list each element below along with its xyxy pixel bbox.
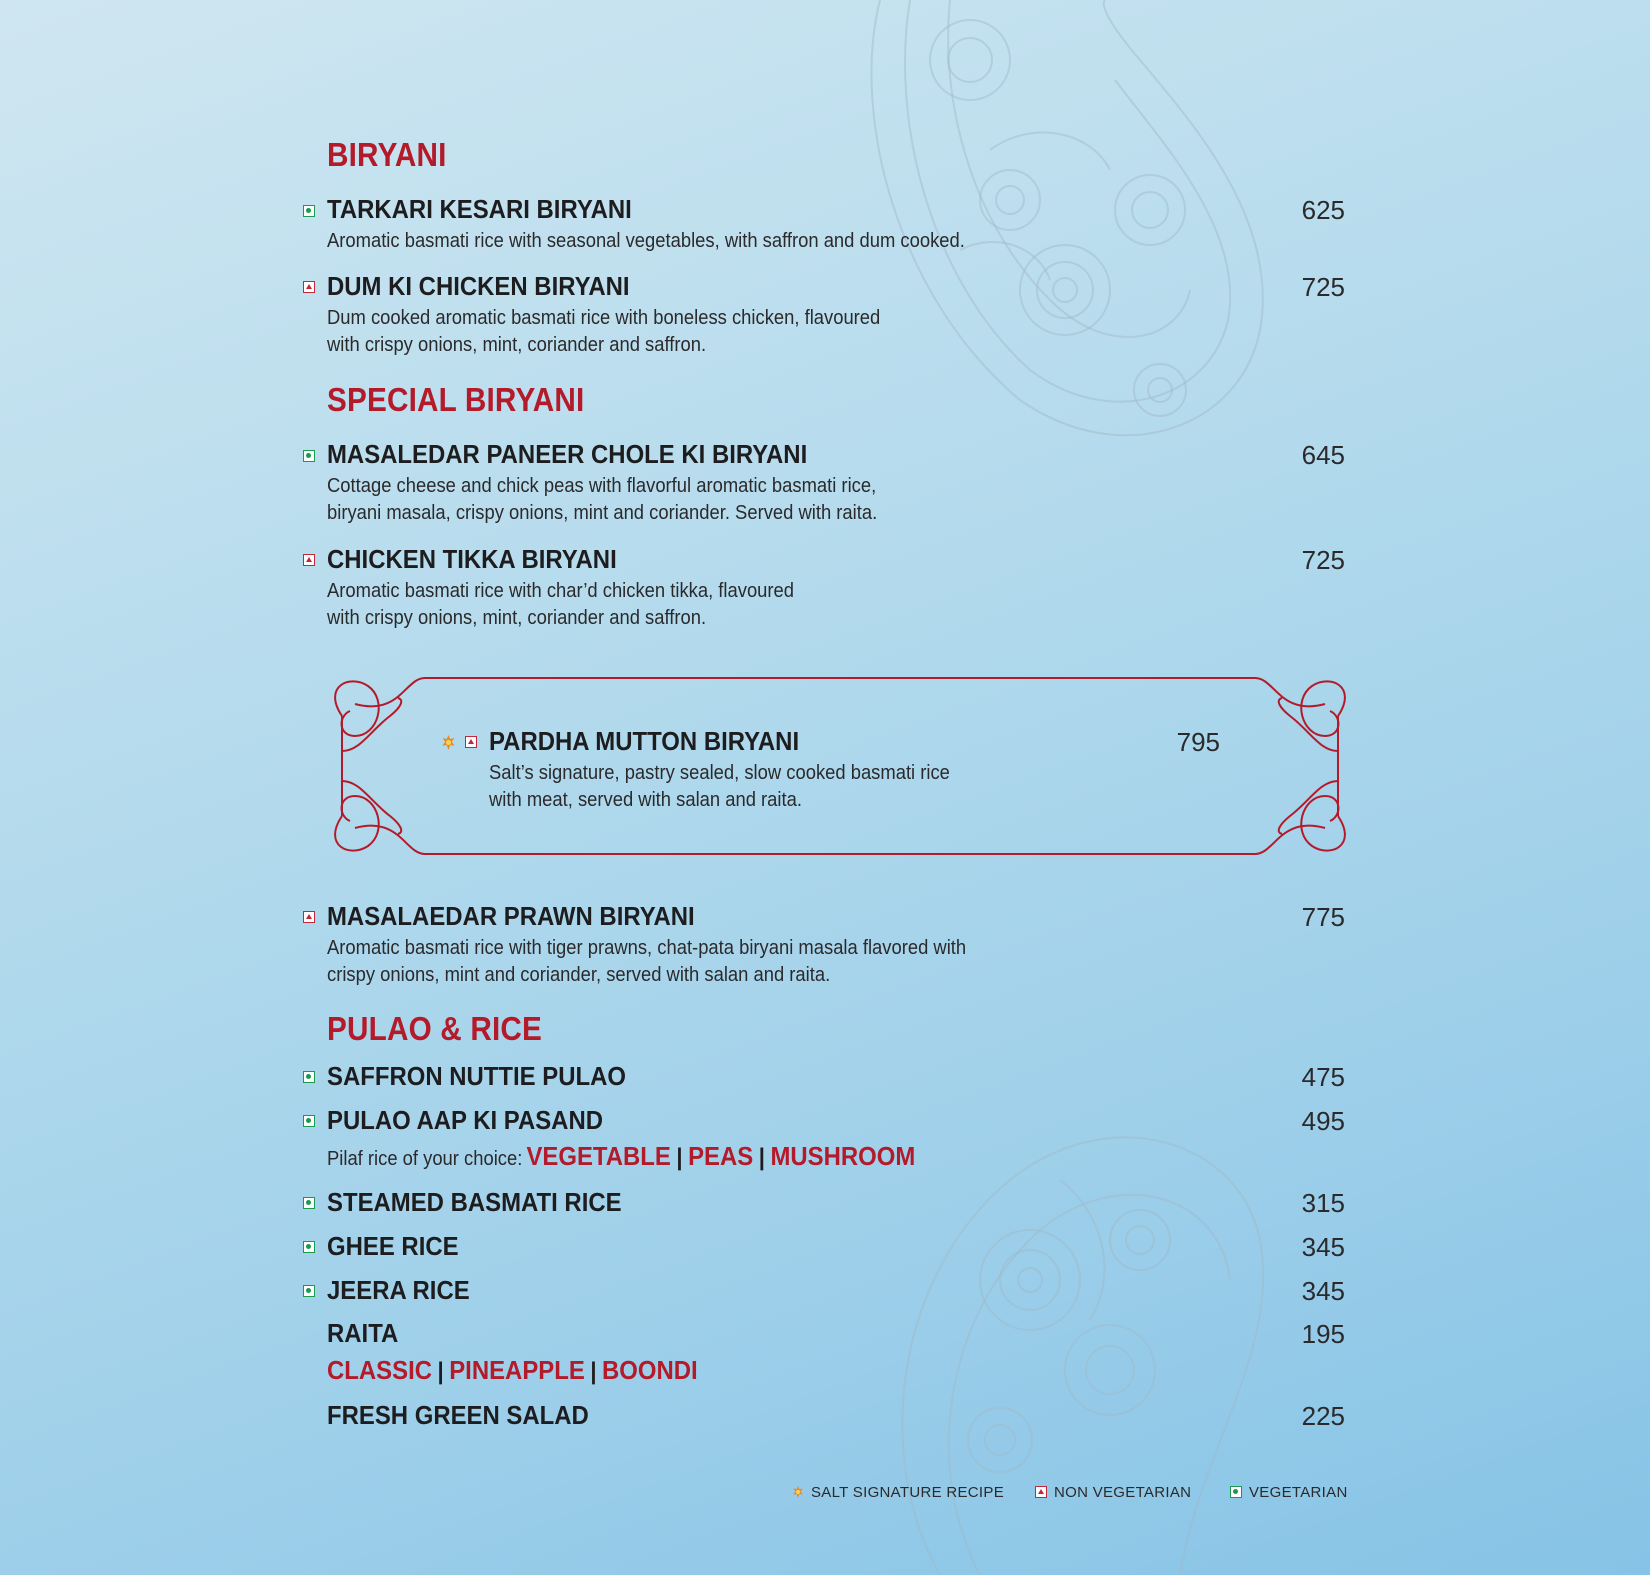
item-price: 725 <box>1301 272 1345 302</box>
item-description: biryani masala, crispy onions, mint and coriander. Served with raita. <box>327 502 878 524</box>
item-description: crispy onions, mint and coriander, served with salan and raita. <box>327 964 831 986</box>
legend-signature <box>792 1482 1004 1502</box>
choice-lead-text: Pilaf rice of your choice: <box>327 1148 523 1170</box>
veg-mark-icon <box>303 1241 315 1253</box>
item-description: Aromatic basmati rice with char’d chicken tikka, flavoured <box>327 580 795 602</box>
item-description: with crispy onions, mint, coriander and saffron. <box>327 334 707 356</box>
item-description: Aromatic basmati rice with tiger prawns, chat-pata biryani masala flavored with <box>327 937 967 959</box>
section-title-pulao-rice: PULAO & RICE <box>327 1010 543 1047</box>
veg-mark-icon <box>303 1285 315 1297</box>
choice-option-peas: PEAS <box>688 1141 754 1171</box>
nonveg-mark-icon <box>303 554 315 566</box>
veg-mark-icon <box>303 1071 315 1083</box>
raita-choice-line <box>327 1355 698 1386</box>
item-price: 475 <box>1301 1062 1345 1092</box>
choice-option-classic: CLASSIC <box>327 1355 432 1385</box>
item-name-steamed-basmati-rice: STEAMED BASMATI RICE <box>327 1187 622 1217</box>
item-name-chicken-tikka-biryani: CHICKEN TIKKA BIRYANI <box>327 544 617 574</box>
item-description: Cottage cheese and chick peas with flavorful aromatic basmati rice, <box>327 475 877 497</box>
item-price: 315 <box>1301 1188 1345 1218</box>
legend-nonveg-label: NON VEGETARIAN <box>1054 1483 1192 1501</box>
item-name-pardha-mutton-biryani: PARDHA MUTTON BIRYANI <box>489 726 800 756</box>
item-name-dum-ki-chicken-biryani: DUM KI CHICKEN BIRYANI <box>327 271 630 301</box>
legend-veg <box>1230 1482 1348 1502</box>
nonveg-mark-icon <box>465 736 477 748</box>
legend-veg-label: VEGETARIAN <box>1249 1483 1348 1501</box>
signature-star-icon <box>792 1486 804 1498</box>
section-title-special-biryani: SPECIAL BIRYANI <box>327 381 585 418</box>
item-price: 195 <box>1301 1319 1345 1349</box>
paisley-ornament-top <box>860 0 1280 450</box>
item-name-pulao-aap-ki-pasand: PULAO AAP KI PASAND <box>327 1105 603 1135</box>
veg-mark-icon <box>303 205 315 217</box>
choice-option-boondi: BOONDI <box>602 1355 698 1385</box>
choice-option-vegetable: VEGETABLE <box>526 1141 671 1171</box>
paisley-ornament-bottom <box>880 1120 1300 1575</box>
item-price: 225 <box>1301 1401 1345 1431</box>
choice-option-pineapple: PINEAPPLE <box>449 1355 585 1385</box>
legend-signature-label: SALT SIGNATURE RECIPE <box>811 1483 1005 1501</box>
choice-separator: | <box>676 1144 683 1171</box>
pulao-choice-line <box>327 1141 915 1172</box>
choice-separator: | <box>437 1358 444 1385</box>
veg-mark-icon <box>1230 1486 1242 1498</box>
choice-option-mushroom: MUSHROOM <box>770 1141 916 1171</box>
item-price: 625 <box>1301 195 1345 225</box>
item-price: 345 <box>1301 1232 1345 1262</box>
nonveg-mark-icon <box>1035 1486 1047 1498</box>
item-name-masalaedar-prawn-biryani: MASALAEDAR PRAWN BIRYANI <box>327 901 695 931</box>
choice-separator: | <box>590 1358 597 1385</box>
nonveg-mark-icon <box>303 911 315 923</box>
item-price: 345 <box>1301 1276 1345 1306</box>
item-price: 495 <box>1301 1106 1345 1136</box>
signature-star-icon <box>441 735 456 750</box>
item-description: with meat, served with salan and raita. <box>489 789 802 811</box>
item-name-fresh-green-salad: FRESH GREEN SALAD <box>327 1400 589 1430</box>
item-price: 775 <box>1301 902 1345 932</box>
veg-mark-icon <box>303 1197 315 1209</box>
legend-nonveg <box>1035 1482 1191 1502</box>
item-price: 725 <box>1301 545 1345 575</box>
item-description: Salt’s signature, pastry sealed, slow cooked basmati rice <box>489 762 950 784</box>
item-price: 795 <box>1176 727 1220 757</box>
item-description: Dum cooked aromatic basmati rice with boneless chicken, flavoured <box>327 307 881 329</box>
section-title-biryani: BIRYANI <box>327 136 447 173</box>
item-name-ghee-rice: GHEE RICE <box>327 1231 459 1261</box>
item-name-saffron-nuttie-pulao: SAFFRON NUTTIE PULAO <box>327 1061 626 1091</box>
item-name-jeera-rice: JEERA RICE <box>327 1275 470 1305</box>
veg-mark-icon <box>303 450 315 462</box>
nonveg-mark-icon <box>303 281 315 293</box>
item-price: 645 <box>1301 440 1345 470</box>
item-name-raita: RAITA <box>327 1318 399 1348</box>
item-description: with crispy onions, mint, coriander and saffron. <box>327 607 707 629</box>
item-name-masaledar-paneer-chole-ki-biryani: MASALEDAR PANEER CHOLE KI BIRYANI <box>327 439 808 469</box>
item-description: Aromatic basmati rice with seasonal vegetables, with saffron and dum cooked. <box>327 230 965 252</box>
veg-mark-icon <box>303 1115 315 1127</box>
choice-separator: | <box>758 1144 765 1171</box>
item-name-tarkari-kesari-biryani: TARKARI KESARI BIRYANI <box>327 194 632 224</box>
